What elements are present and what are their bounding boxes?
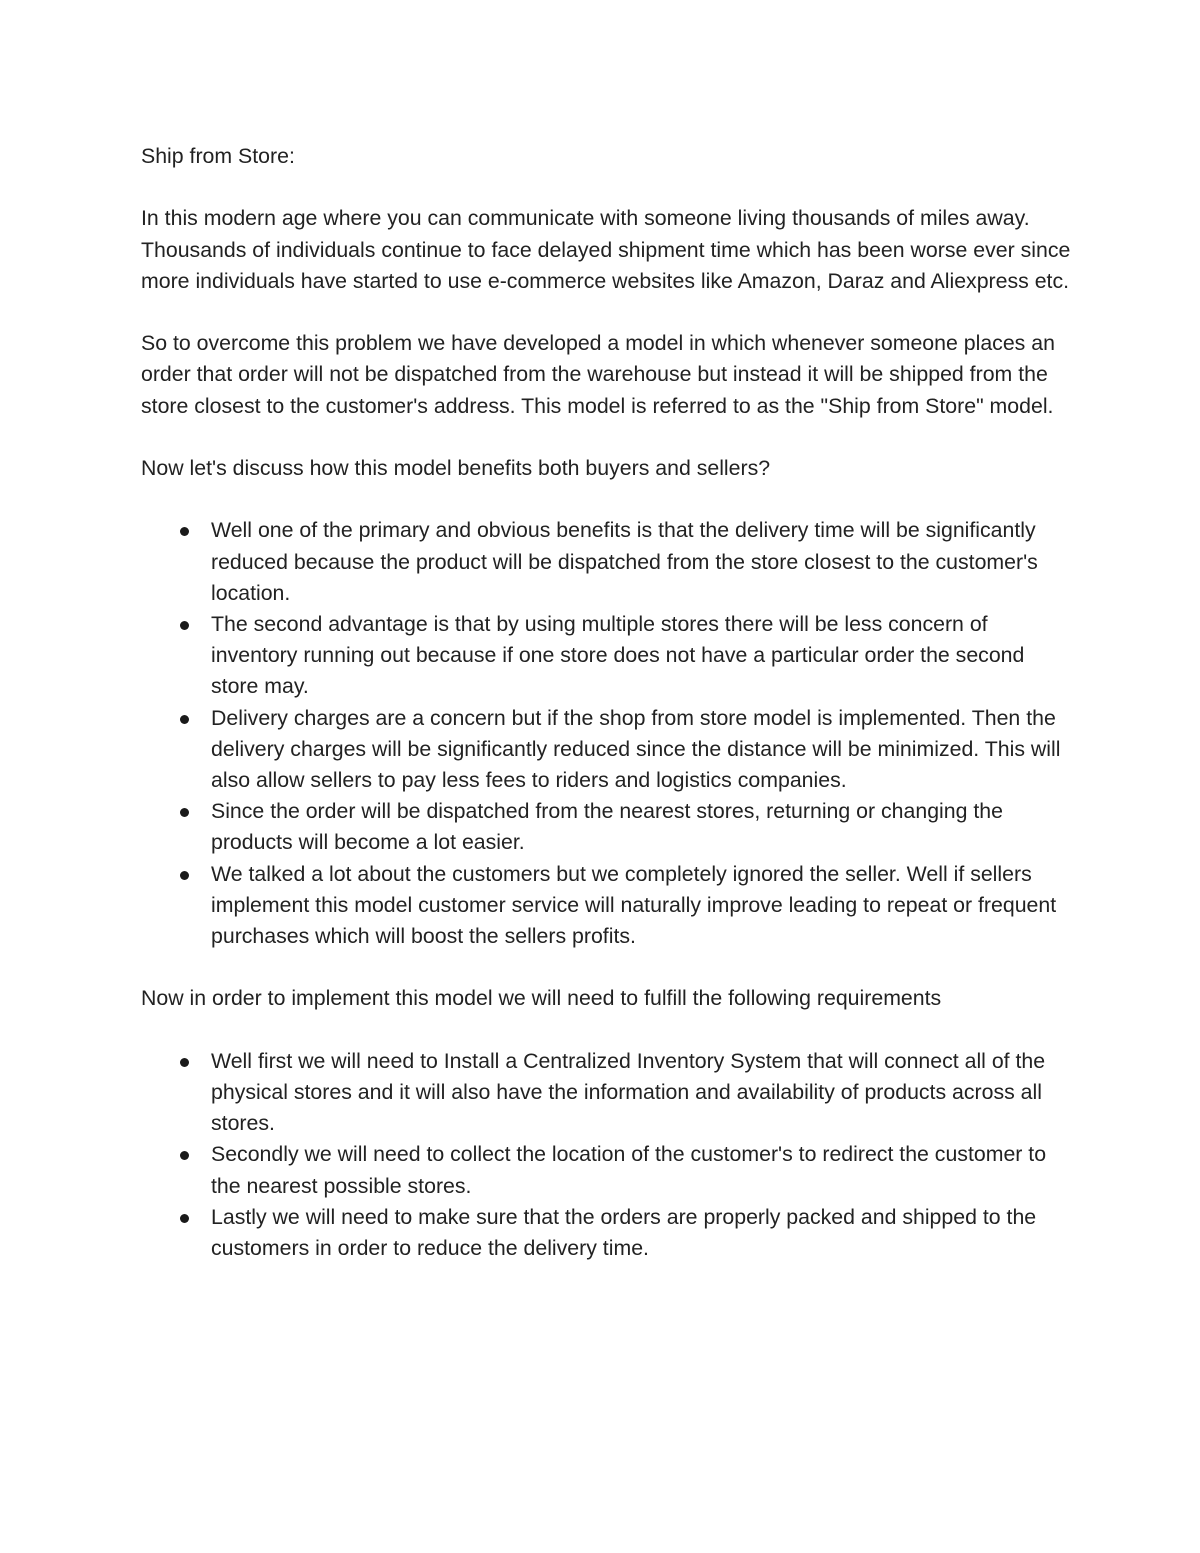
list-item-text: The second advantage is that by using multiple stores there will be less concern of inventory running out because if one store does not have a particular order the second store may. <box>211 611 1025 699</box>
list-item-text: Lastly we will need to make sure that the orders are properly packed and shipped to the customers in order to reduce the delivery time. <box>211 1204 1037 1261</box>
bullet-icon <box>180 1151 189 1160</box>
list-item <box>141 1202 1071 1264</box>
bullet-icon <box>180 871 189 880</box>
bullet-icon <box>180 1214 189 1223</box>
list-item-text: Since the order will be dispatched from the nearest stores, returning or changing the products will become a lot easier. <box>211 799 1003 855</box>
list-item <box>141 515 1071 609</box>
benefits-list <box>141 515 1071 952</box>
list-item-text: Well first we will need to Install a Centralized Inventory System that will connect all of the physical stores and it will also have the information and availability of products across all stores. <box>211 1048 1046 1136</box>
list-item-text: Well one of the primary and obvious benefits is that the delivery time will be significantly reduced because the product will be dispatched from the store closest to the customer's location. <box>211 518 1038 605</box>
bullet-icon <box>180 527 189 536</box>
bullet-icon <box>180 715 189 724</box>
list-item <box>141 703 1071 797</box>
intro-paragraph: In this modern age where you can communicate with someone living thousands of miles away. Thousands of individuals continue to face delayed shipment time which has been worse ever since more individuals have started to use e-commerce websites like Amazon, Daraz and Aliexpress etc. <box>141 206 1071 293</box>
list-item <box>141 609 1071 703</box>
list-item <box>141 1139 1071 1201</box>
model-paragraph: So to overcome this problem we have developed a model in which whenever someone places an order that order will not be dispatched from the warehouse but instead it will be shipped from the store closest to the customer's address. This model is referred to as the "Ship from Store" model. <box>141 331 1055 418</box>
document-title: Ship from Store: <box>141 144 295 168</box>
requirements-list <box>141 1046 1071 1264</box>
benefits-heading: Now let's discuss how this model benefits both buyers and sellers? <box>141 455 771 480</box>
list-item <box>141 1046 1071 1140</box>
bullet-icon <box>180 621 189 630</box>
bullet-icon <box>180 1058 189 1067</box>
list-item <box>141 859 1071 953</box>
list-item <box>141 796 1071 858</box>
bullet-icon <box>180 808 189 817</box>
list-item-text: Delivery charges are a concern but if the shop from store model is implemented. Then the delivery charges will be significantly reduced since the distance will be minimized. This will also allow sellers to pay less fees to riders and logistics companies. <box>211 705 1061 792</box>
list-item-text: We talked a lot about the customers but we completely ignored the seller. Well if sellers implement this model customer service will naturally improve leading to repeat or frequent purchases which will boost the sellers profits. <box>211 861 1057 949</box>
document-body <box>141 141 1071 1295</box>
requirements-heading: Now in order to implement this model we will need to fulfill the following requirements <box>141 986 942 1011</box>
list-item-text: Secondly we will need to collect the location of the customer's to redirect the customer to the nearest possible stores. <box>211 1142 1047 1198</box>
